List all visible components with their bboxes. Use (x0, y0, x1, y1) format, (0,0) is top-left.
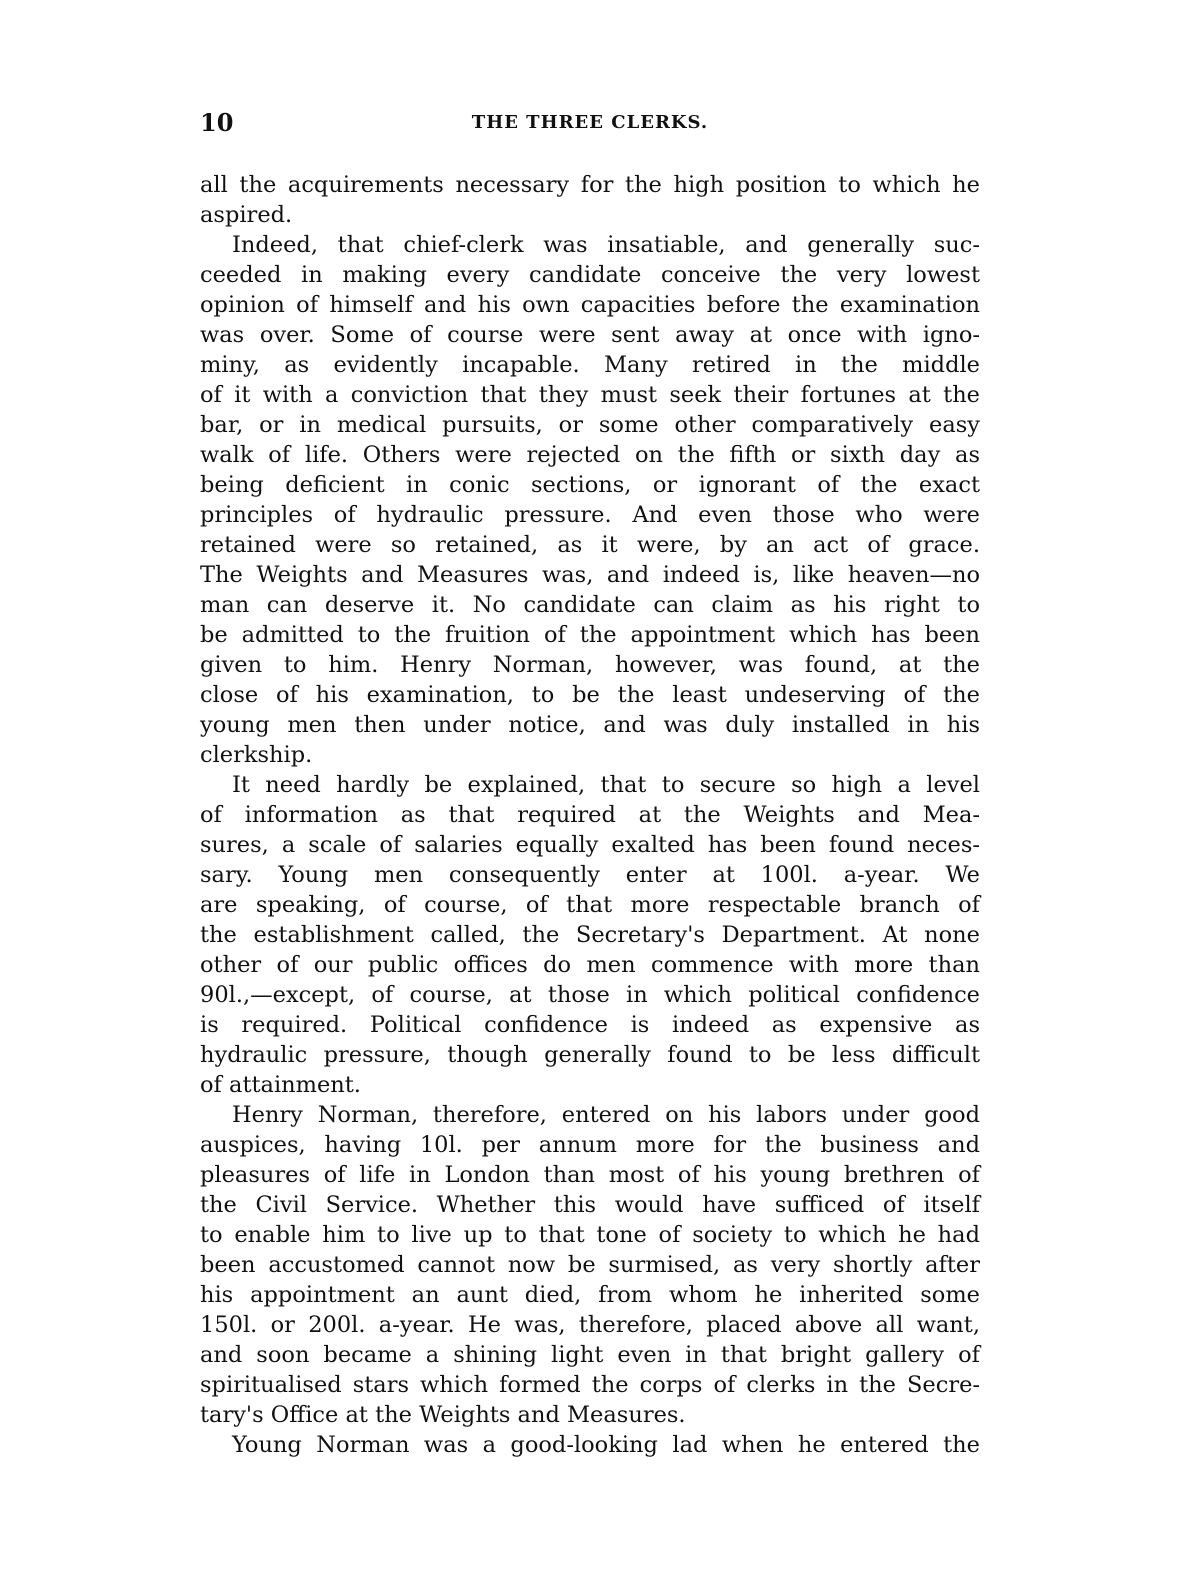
text-line: and soon became a shining light even in that bright gallery of (200, 1342, 980, 1368)
text-line: spiritualised stars which formed the corps of clerks in the Secre- (200, 1372, 980, 1398)
text-line: clerkship. (200, 742, 313, 768)
text-line: are speaking, of course, of that more respectable branch of (200, 892, 980, 918)
text-line: hydraulic pressure, though generally found to be less difficult (200, 1042, 980, 1068)
text-line: given to him. Henry Norman, however, was found, at the (200, 652, 980, 678)
text-line: miny, as evidently incapable. Many retired in the middle (200, 352, 980, 378)
text-line: the establishment called, the Secretary's Department. At none (200, 922, 980, 948)
text-line: Young Norman was a good-looking lad when he entered the (232, 1432, 980, 1458)
text-line: retained were so retained, as it were, by an act of grace. (200, 532, 980, 558)
page-header (200, 108, 980, 148)
text-line: of information as that required at the Weights and Mea- (200, 802, 980, 828)
text-line: bar, or in medical pursuits, or some other comparatively easy (200, 412, 980, 438)
text-line: tary's Office at the Weights and Measures. (200, 1402, 686, 1428)
text-line: auspices, having 10l. per annum more for the business and (200, 1132, 980, 1158)
text-line: Henry Norman, therefore, entered on his labors under good (232, 1102, 980, 1128)
text-line: of it with a conviction that they must seek their fortunes at the (200, 382, 980, 408)
book-page (200, 108, 980, 1460)
text-line: be admitted to the fruition of the appointment which has been (200, 622, 980, 648)
text-line: was over. Some of course were sent away at once with igno- (200, 322, 980, 348)
text-line: his appointment an aunt died, from whom he inherited some (200, 1282, 980, 1308)
text-line: 150l. or 200l. a-year. He was, therefore, placed above all want, (200, 1312, 980, 1338)
text-line: opinion of himself and his own capacities before the examination (200, 292, 980, 318)
page-number: 10 (200, 108, 234, 137)
text-line: other of our public offices do men commence with more than (200, 952, 980, 978)
paragraph (200, 230, 980, 770)
paragraph (200, 770, 980, 1100)
text-line: sures, a scale of salaries equally exalted has been found neces- (200, 832, 980, 858)
text-line: walk of life. Others were rejected on the fifth or sixth day as (200, 442, 980, 468)
text-line: being deficient in conic sections, or ignorant of the exact (200, 472, 980, 498)
text-line: close of his examination, to be the least undeserving of the (200, 682, 980, 708)
text-line: pleasures of life in London than most of his young brethren of (200, 1162, 980, 1188)
text-line: ceeded in making every candidate conceive the very lowest (200, 262, 980, 288)
paragraph (200, 170, 980, 230)
text-line: is required. Political confidence is indeed as expensive as (200, 1012, 980, 1038)
text-line: Indeed, that chief-clerk was insatiable, and generally suc- (232, 232, 980, 258)
body-text (200, 170, 980, 1460)
text-line: of attainment. (200, 1072, 361, 1098)
text-line: sary. Young men consequently enter at 100l. a-year. We (200, 862, 980, 888)
text-line: aspired. (200, 202, 293, 228)
text-line: young men then under notice, and was duly installed in his (200, 712, 980, 738)
text-line: The Weights and Measures was, and indeed is, like heaven—no (200, 562, 980, 588)
text-line: It need hardly be explained, that to secure so high a level (232, 772, 980, 798)
text-line: to enable him to live up to that tone of society to which he had (200, 1222, 980, 1248)
text-line: man can deserve it. No candidate can claim as his right to (200, 592, 980, 618)
paragraph (200, 1430, 980, 1460)
text-line: been accustomed cannot now be surmised, as very shortly after (200, 1252, 980, 1278)
text-line: all the acquirements necessary for the high position to which he (200, 172, 980, 198)
text-line: principles of hydraulic pressure. And even those who were (200, 502, 980, 528)
paragraph (200, 1100, 980, 1430)
text-line: 90l.,—except, of course, at those in which political confidence (200, 982, 980, 1008)
running-head: THE THREE CLERKS. (471, 112, 709, 133)
text-line: the Civil Service. Whether this would have sufficed of itself (200, 1192, 980, 1218)
